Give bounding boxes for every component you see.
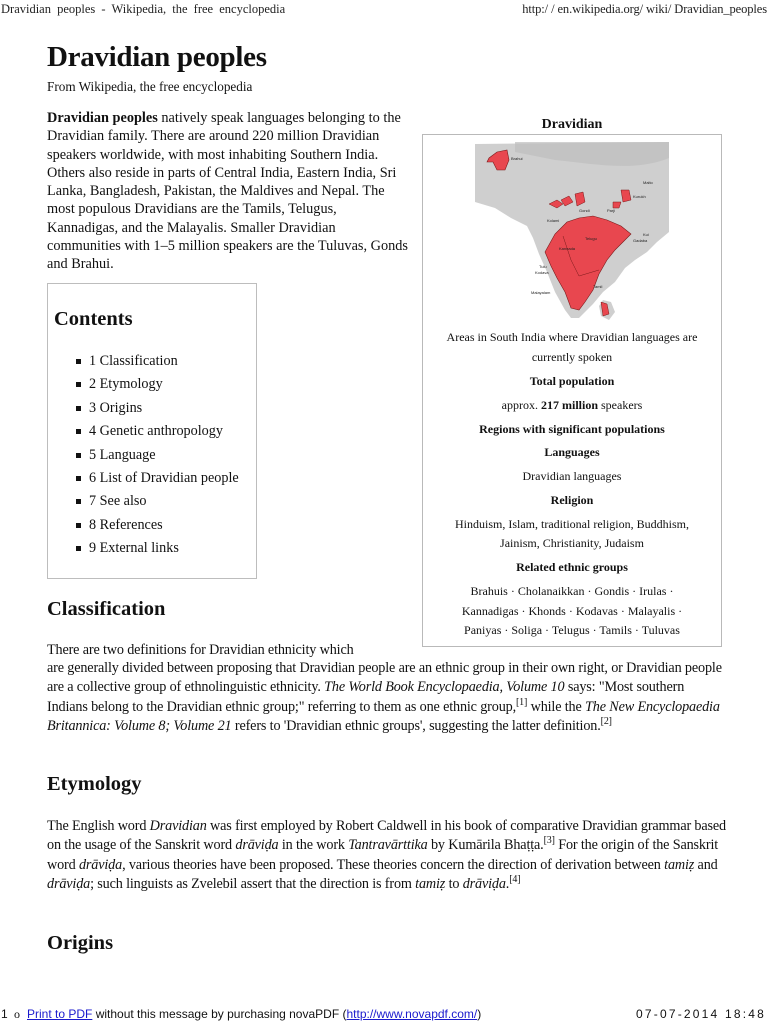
languages-value[interactable]: Dravidian languages [522, 469, 622, 483]
page-number: 1 [1, 1007, 8, 1021]
print-header-title: Dravidian peoples - Wikipedia, the free encyclopedia [1, 2, 286, 16]
footer-message [27, 1007, 481, 1021]
toc-item-label[interactable]: 7 See also [89, 493, 147, 510]
classification-first-line: There are two definitions for Dravidian ethnicity which [47, 642, 354, 658]
text: are generally divided between proposing that Dravidian people are an ethnic group in their own right, or Dravidian people are a collective group of ethnolinguistic ethnicity. [47, 660, 722, 696]
toc-item-label[interactable]: 9 External links [89, 540, 179, 557]
related-groups-label: Related ethnic groups [516, 560, 628, 574]
print-header-url: http:/ / en.wikipedia.org/ wiki/ Dravidian_peoples [522, 2, 767, 16]
svg-text:Brahui: Brahui [511, 156, 523, 161]
languages-label: Languages [544, 445, 600, 459]
novapdf-url-link[interactable]: http://www.novapdf.com/ [346, 1007, 478, 1021]
toc-item-label[interactable]: 5 Language [89, 446, 156, 463]
total-population-label: Total population [529, 374, 615, 388]
page-title: Dravidian peoples [47, 41, 267, 73]
svg-text:Malto: Malto [643, 180, 653, 185]
text: The English word [47, 818, 150, 834]
footer-text: without this message by purchasing novaPDF ( [92, 1007, 347, 1021]
infobox-caption: Dravidian [541, 117, 603, 132]
related-groups-line-2[interactable]: Kannadigas · Khonds · Kodavas · Malayalis · [461, 604, 683, 618]
section-heading-origins: Origins [47, 932, 114, 954]
term: drāviḍa [47, 875, 91, 892]
toc-item-classification[interactable] [76, 352, 239, 375]
reference-link-2[interactable]: [2] [600, 715, 612, 727]
total-population-value [423, 396, 721, 416]
term: Dravidian [149, 818, 207, 834]
map-caption-line-1: Areas in South India where Dravidian languages are [446, 330, 698, 344]
section-heading-etymology: Etymology [47, 773, 142, 795]
related-groups-line-3[interactable]: Paniyas · Soliga · Telugus · Tamils · Tuluvas [464, 623, 680, 637]
footer-marker: o [14, 1007, 20, 1021]
bullet-icon [76, 546, 81, 551]
religion-line-1: Hinduism, Islam, traditional religion, Buddhism, [455, 517, 689, 531]
toc-item-label[interactable]: 6 List of Dravidian people [89, 469, 239, 486]
term: tamiẓ [664, 856, 695, 873]
bullet-icon [76, 499, 81, 504]
intro-bold-term: Dravidian peoples [47, 110, 158, 126]
toc-item-see-also[interactable] [76, 492, 239, 515]
religion-line-2: Jainism, Christianity, Judaism [500, 536, 644, 550]
svg-text:Telugu: Telugu [585, 236, 597, 241]
text: and [694, 856, 718, 873]
text: says: "Most southern Indians belong to the Dravidian ethnic group;" referring to them as one ethnic group, [47, 679, 685, 715]
citation-title: The New Encyclopaedia Britannica: Volume 8; Volume 21 [47, 698, 720, 734]
text: by Kumārila Bhaṭṭa. [427, 837, 544, 854]
svg-text:Malayalam: Malayalam [531, 290, 551, 295]
toc-item-label[interactable]: 1 Classification [89, 353, 178, 369]
intro-text: natively speak languages belonging to the Dravidian family. There are around 220 million Dravidian speakers worldwide, with most inhabiting Southern India. Others also reside in parts of Central India, Eastern India, Sri Lanka, Bangladesh, Pakistan, the Maldives and Nepal. The most populous Dravidians are the Tamils, Telugus, Kannadigas, and the Malayalis. Smaller Dravidian communities with 1–5 million speakers are the Tuluvas, Gonds and Brahui. [47, 110, 408, 273]
page-subtitle: From Wikipedia, the free encyclopedia [47, 79, 253, 94]
svg-text:Tulu: Tulu [539, 264, 547, 269]
reference-link-1[interactable]: [1] [515, 696, 528, 708]
toc-item-origins[interactable] [76, 399, 239, 422]
bullet-icon [76, 359, 81, 364]
svg-text:Tamil: Tamil [593, 284, 603, 289]
svg-text:Kodava: Kodava [535, 270, 549, 275]
population-prefix: approx. [501, 398, 541, 412]
toc-item-label[interactable]: 2 Etymology [89, 376, 163, 393]
toc-item-etymology[interactable] [76, 375, 239, 398]
toc-title: Contents [54, 308, 133, 330]
term: Tantravārttika [348, 837, 428, 854]
infobox [422, 134, 722, 647]
toc-item-label[interactable]: 8 References [89, 516, 163, 533]
svg-text:Gadaba: Gadaba [633, 238, 648, 243]
table-of-contents [47, 283, 257, 579]
svg-text:Parji: Parji [607, 208, 616, 213]
toc-item-external-links[interactable] [76, 539, 239, 562]
toc-item-language[interactable] [76, 446, 239, 469]
text: refers to 'Dravidian ethnic groups', suggesting the latter definition. [231, 717, 601, 734]
map-caption-line-2: currently spoken [531, 350, 613, 364]
toc-item-list-of-dravidian-people[interactable] [76, 469, 239, 492]
section-heading-classification: Classification [47, 598, 166, 620]
text: while the [527, 698, 586, 715]
dravidian-language-map[interactable] [475, 142, 669, 320]
term: drāviḍa [462, 875, 506, 892]
print-to-pdf-link[interactable]: Print to PDF [27, 1007, 93, 1021]
text: in the work [278, 837, 349, 854]
bullet-icon [76, 453, 81, 458]
text: , various theories have been proposed. These theories concern the direction of derivation between [122, 856, 665, 873]
bullet-icon [76, 429, 81, 434]
term: tamiẓ [415, 875, 446, 892]
related-groups-line-1[interactable]: Brahuis · Cholanaikkan · Gondis · Irulas · [470, 584, 674, 598]
regions-label: Regions with significant populations [479, 422, 665, 436]
footer-text: ) [477, 1007, 482, 1021]
population-number: 217 million [540, 398, 598, 412]
reference-link-3[interactable]: [3] [543, 835, 555, 847]
bullet-icon [76, 382, 81, 387]
text: to [445, 875, 463, 892]
intro-paragraph [47, 109, 409, 274]
svg-text:Kui: Kui [643, 232, 649, 237]
population-suffix: speakers [598, 398, 643, 412]
text: ; such linguists as Zvelebil assert that the direction is from [90, 875, 416, 892]
toc-item-genetic-anthropology[interactable] [76, 422, 239, 445]
print-timestamp: 07-07-2014 18:48 [636, 1007, 766, 1021]
term: drāviḍa [78, 856, 123, 873]
svg-text:Gondi: Gondi [579, 208, 590, 213]
reference-link-4[interactable]: [4] [509, 873, 521, 885]
bullet-icon [76, 406, 81, 411]
term: drāviḍa [235, 837, 279, 854]
toc-item-label[interactable]: 4 Genetic anthropology [89, 423, 223, 440]
svg-text:Kurukh: Kurukh [633, 194, 646, 199]
svg-text:Kolami: Kolami [547, 218, 560, 223]
citation-title: The World Book Encyclopaedia, Volume 10 [324, 679, 565, 696]
toc-list [76, 352, 239, 563]
svg-text:Kannada: Kannada [559, 246, 576, 251]
bullet-icon [76, 523, 81, 528]
text: For the origin of the Sanskrit word [47, 837, 719, 873]
bullet-icon [76, 476, 81, 481]
toc-item-label[interactable]: 3 Origins [89, 399, 143, 416]
classification-paragraph [47, 659, 727, 736]
text: . [505, 875, 510, 892]
toc-item-references[interactable] [76, 516, 239, 539]
etymology-paragraph [47, 817, 727, 894]
religion-label: Religion [550, 493, 594, 507]
text: was first employed by Robert Caldwell in his book of comparative Dravidian grammar based on the usage of the Sanskrit word [47, 818, 726, 854]
